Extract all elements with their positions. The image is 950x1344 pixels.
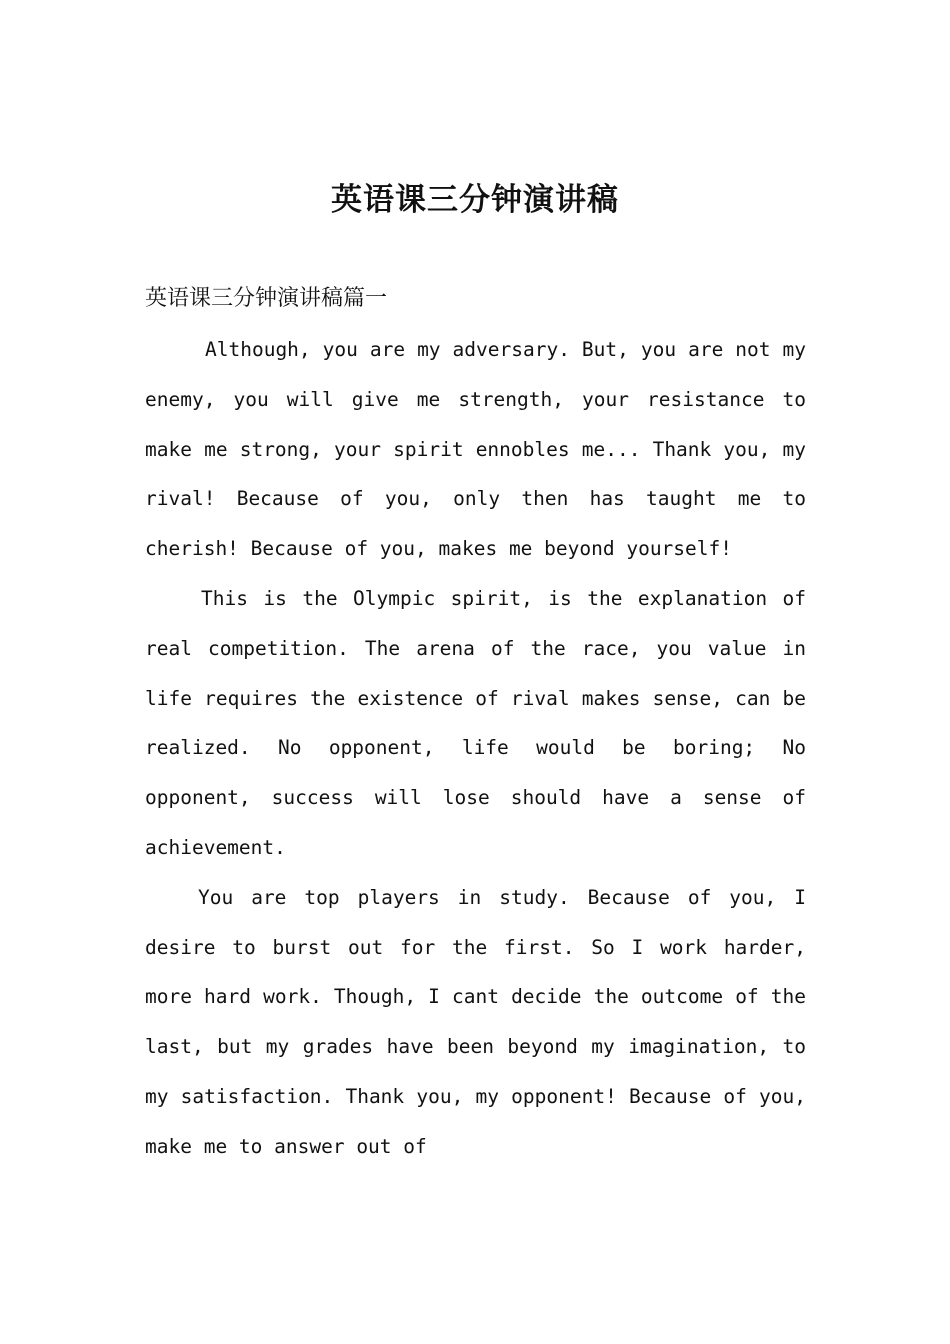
paragraph-3: You are top players in study. Because of you, I desire to burst out for the first. So I work harder, more hard work. Though, I cant decide the outcome of the last, but my grades have been beyond my imagination, to my satisfaction. Thank you, my opponent! Because of you, make me to answer out of bbox=[145, 885, 806, 1158]
paragraph-1: Although, you are my adversary. But, you are not my enemy, you will give me strength, your resistance to make me strong, your spirit ennobles me... Thank you, my rival! Because of you, only then has taught me to cherish! Because of you, makes me beyond yourself! bbox=[145, 338, 806, 561]
paragraph-2: This is the Olympic spirit, is the explanation of real competition. The arena of the race, you value in life requires the existence of rival makes sense, can be realized. No opponent, life would be boring; No opponent, success will lose should have a sense of achievement. bbox=[145, 586, 806, 859]
section-heading: 英语课三分钟演讲稿篇一 bbox=[145, 286, 388, 311]
document-title: 英语课三分钟演讲稿 bbox=[331, 182, 619, 218]
document-body bbox=[145, 325, 806, 1172]
